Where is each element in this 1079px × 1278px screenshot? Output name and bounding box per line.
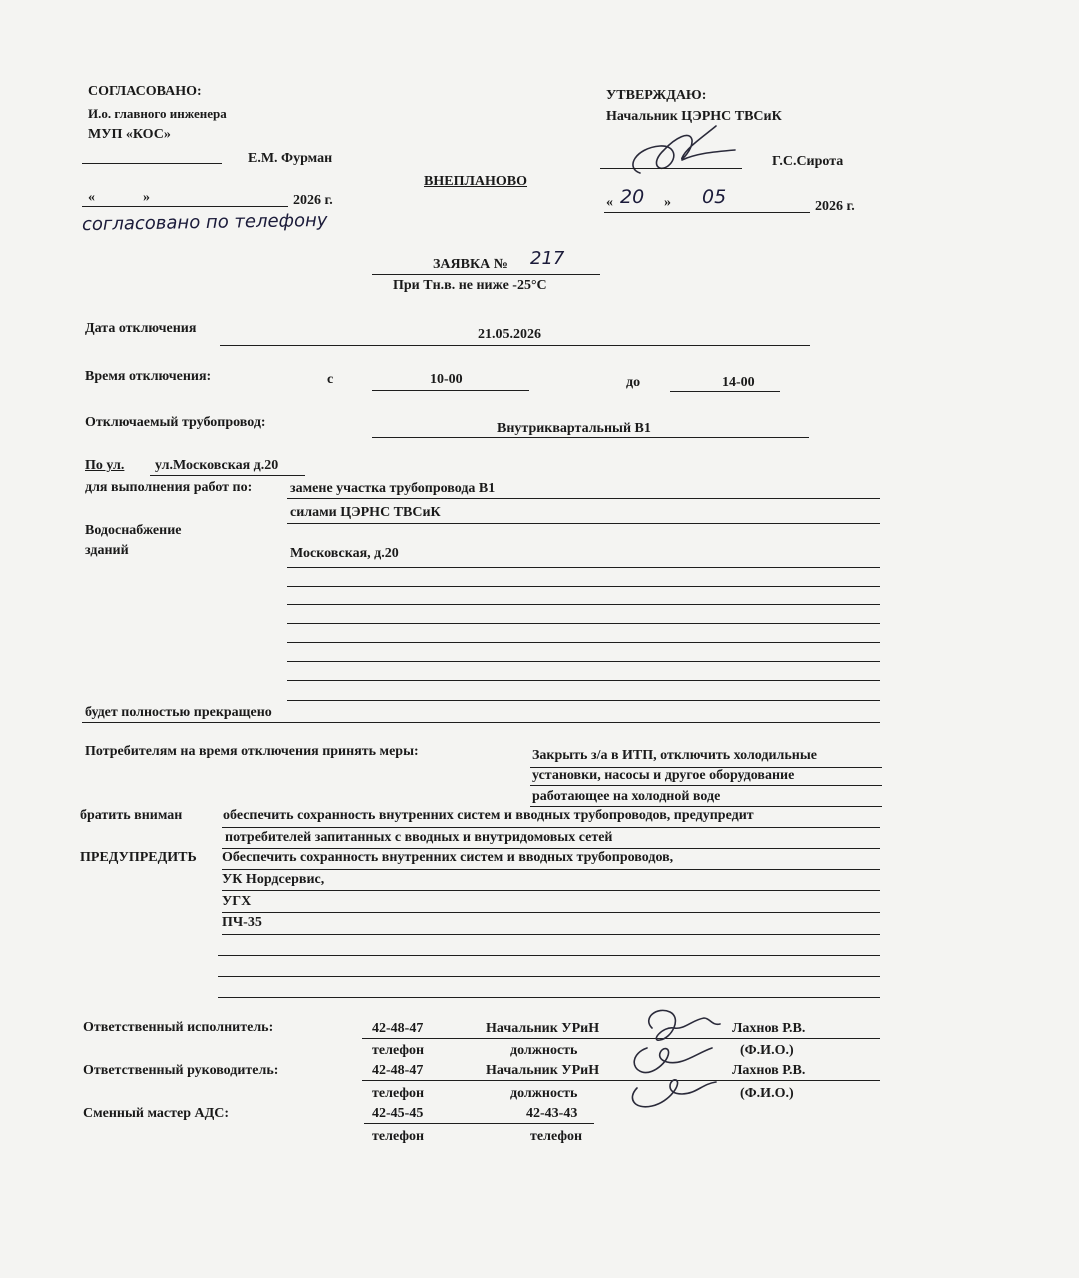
manager-position-caption: должность [510, 1086, 578, 1101]
consumers-label: Потребителям на время отключения принять меры: [85, 744, 419, 759]
manager-phone-caption: телефон [372, 1086, 425, 1101]
approved-date-month: 05 [702, 186, 727, 208]
works-line1: замене участка трубопровода В1 [290, 481, 496, 496]
works-line1-rule [287, 498, 880, 499]
water-supply-rule1 [287, 567, 880, 568]
pipeline-label: Отключаемый трубопровод: [85, 415, 266, 430]
pipeline-line [372, 437, 809, 438]
executor-name-caption: (Ф.И.О.) [740, 1043, 794, 1058]
water-supply-rule7 [287, 680, 880, 681]
attention-line2: потребителей запитанных с вводных и внутридомовых сетей [225, 830, 613, 845]
approved-year: 2026 г. [815, 199, 855, 214]
warn-label: ПРЕДУПРЕДИТЬ [80, 850, 197, 865]
attention-label: братить вниман [80, 808, 183, 823]
executor-position: Начальник УРиН [486, 1021, 600, 1036]
request-number: 217 [530, 248, 565, 269]
agreed-quote-open: « [88, 190, 95, 205]
agreed-name: Е.М. Фурман [248, 151, 333, 166]
shutdown-time-from: 10-00 [430, 372, 463, 387]
warn-line3: УГХ [222, 894, 252, 909]
water-supply-rule4 [287, 623, 880, 624]
shutdown-time-from-label: с [327, 372, 334, 387]
warn-rule6 [218, 976, 880, 977]
shift-master-phone2-caption: телефон [530, 1129, 583, 1144]
executor-phone: 42-48-47 [372, 1021, 424, 1036]
consumers-line1: Закрыть з/а в ИТП, отключить холодильные [532, 748, 818, 763]
approved-date-day: 20 [620, 186, 645, 208]
shift-master-label: Сменный мастер АДС: [83, 1106, 230, 1121]
street-label: По ул. [85, 458, 125, 473]
approved-name: Г.С.Сирота [772, 154, 844, 169]
warn-rule4 [222, 934, 880, 935]
works-label: для выполнения работ по: [85, 480, 253, 495]
water-supply-value: Московская, д.20 [290, 546, 399, 561]
consumers-line2: установки, насосы и другое оборудование [532, 768, 795, 783]
warn-line1: Обеспечить сохранность внутренних систем и вводных трубопроводов, [222, 850, 674, 865]
warn-line2: УК Нордсервис, [222, 872, 325, 887]
shift-master-phone1-caption: телефон [372, 1129, 425, 1144]
agreed-heading: СОГЛАСОВАНО: [88, 84, 202, 99]
shutdown-time-to: 14-00 [722, 375, 755, 390]
manager-position: Начальник УРиН [486, 1063, 600, 1078]
consumers-line3: работающее на холодной воде [532, 789, 721, 804]
water-supply-rule3 [287, 604, 880, 605]
approved-quote-close: » [664, 195, 671, 210]
attention-rule1 [222, 827, 880, 828]
street-value: ул.Московская д.20 [155, 458, 279, 473]
works-line2-rule [287, 523, 880, 524]
agreed-org: МУП «КОС» [88, 127, 171, 142]
water-supply-rule5 [287, 642, 880, 643]
warn-rule5 [218, 955, 880, 956]
warn-rule3 [222, 912, 880, 913]
request-line [372, 274, 600, 275]
warn-line4: ПЧ-35 [222, 915, 262, 930]
manager-name: Лахнов Р.В. [732, 1063, 806, 1078]
water-supply-rule2 [287, 586, 880, 587]
warn-rule2 [222, 890, 880, 891]
shutdown-time-from-line [372, 390, 529, 391]
agreed-signature-line [82, 163, 222, 164]
agreed-position: И.о. главного инженера [88, 106, 227, 121]
warn-rule1 [222, 869, 880, 870]
executor-phone-caption: телефон [372, 1043, 425, 1058]
shutdown-date-line [220, 345, 810, 346]
water-supply-label2: зданий [85, 543, 129, 558]
executor-signature-icon [612, 998, 727, 1116]
water-supply-rule8 [287, 700, 880, 701]
warn-rule7 [218, 997, 880, 998]
agreed-year: 2026 г. [293, 193, 333, 208]
approved-date-line [604, 212, 810, 213]
approved-heading: УТВЕРЖДАЮ: [606, 88, 707, 103]
consumers-rule2 [530, 785, 882, 786]
shutdown-time-to-label: до [626, 375, 641, 390]
stopped-rule [82, 722, 880, 723]
request-condition: При Тн.в. не ниже -25°С [393, 278, 547, 293]
works-line2: силами ЦЭРНС ТВСиК [290, 505, 441, 520]
manager-phone: 42-48-47 [372, 1063, 424, 1078]
approved-signature-icon [620, 118, 740, 188]
executor-position-caption: должность [510, 1043, 578, 1058]
stopped-text: будет полностью прекращено [85, 705, 272, 720]
executor-name: Лахнов Р.В. [732, 1021, 806, 1036]
agreed-quote-close: » [143, 190, 150, 205]
unplanned-label: ВНЕПЛАНОВО [424, 174, 528, 189]
request-label: ЗАЯВКА № [433, 257, 508, 272]
shift-master-phone1: 42-45-45 [372, 1106, 424, 1121]
shift-master-phone2: 42-43-43 [526, 1106, 578, 1121]
attention-rule2 [222, 848, 880, 849]
manager-name-caption: (Ф.И.О.) [740, 1086, 794, 1101]
street-line [150, 475, 305, 476]
shutdown-time-label: Время отключения: [85, 369, 212, 384]
water-supply-label1: Водоснабжение [85, 523, 182, 538]
shutdown-time-to-line [670, 391, 780, 392]
manager-label: Ответственный руководитель: [83, 1063, 279, 1078]
agreed-date-line [82, 206, 288, 207]
agreed-handwritten-note: согласовано по телефону [81, 209, 328, 236]
shift-master-rule [364, 1123, 594, 1124]
approved-signature-line [600, 168, 742, 169]
water-supply-rule6 [287, 661, 880, 662]
shutdown-date-value: 21.05.2026 [478, 327, 541, 342]
approved-quote-open: « [606, 195, 613, 210]
consumers-rule3 [530, 806, 882, 807]
shutdown-date-label: Дата отключения [85, 321, 197, 336]
executor-label: Ответственный исполнитель: [83, 1020, 274, 1035]
attention-line1: обеспечить сохранность внутренних систем и вводных трубопроводов, предупредит [223, 808, 754, 823]
pipeline-value: Внутриквартальный В1 [497, 421, 651, 436]
approved-position: Начальник ЦЭРНС ТВСиК [606, 109, 782, 124]
